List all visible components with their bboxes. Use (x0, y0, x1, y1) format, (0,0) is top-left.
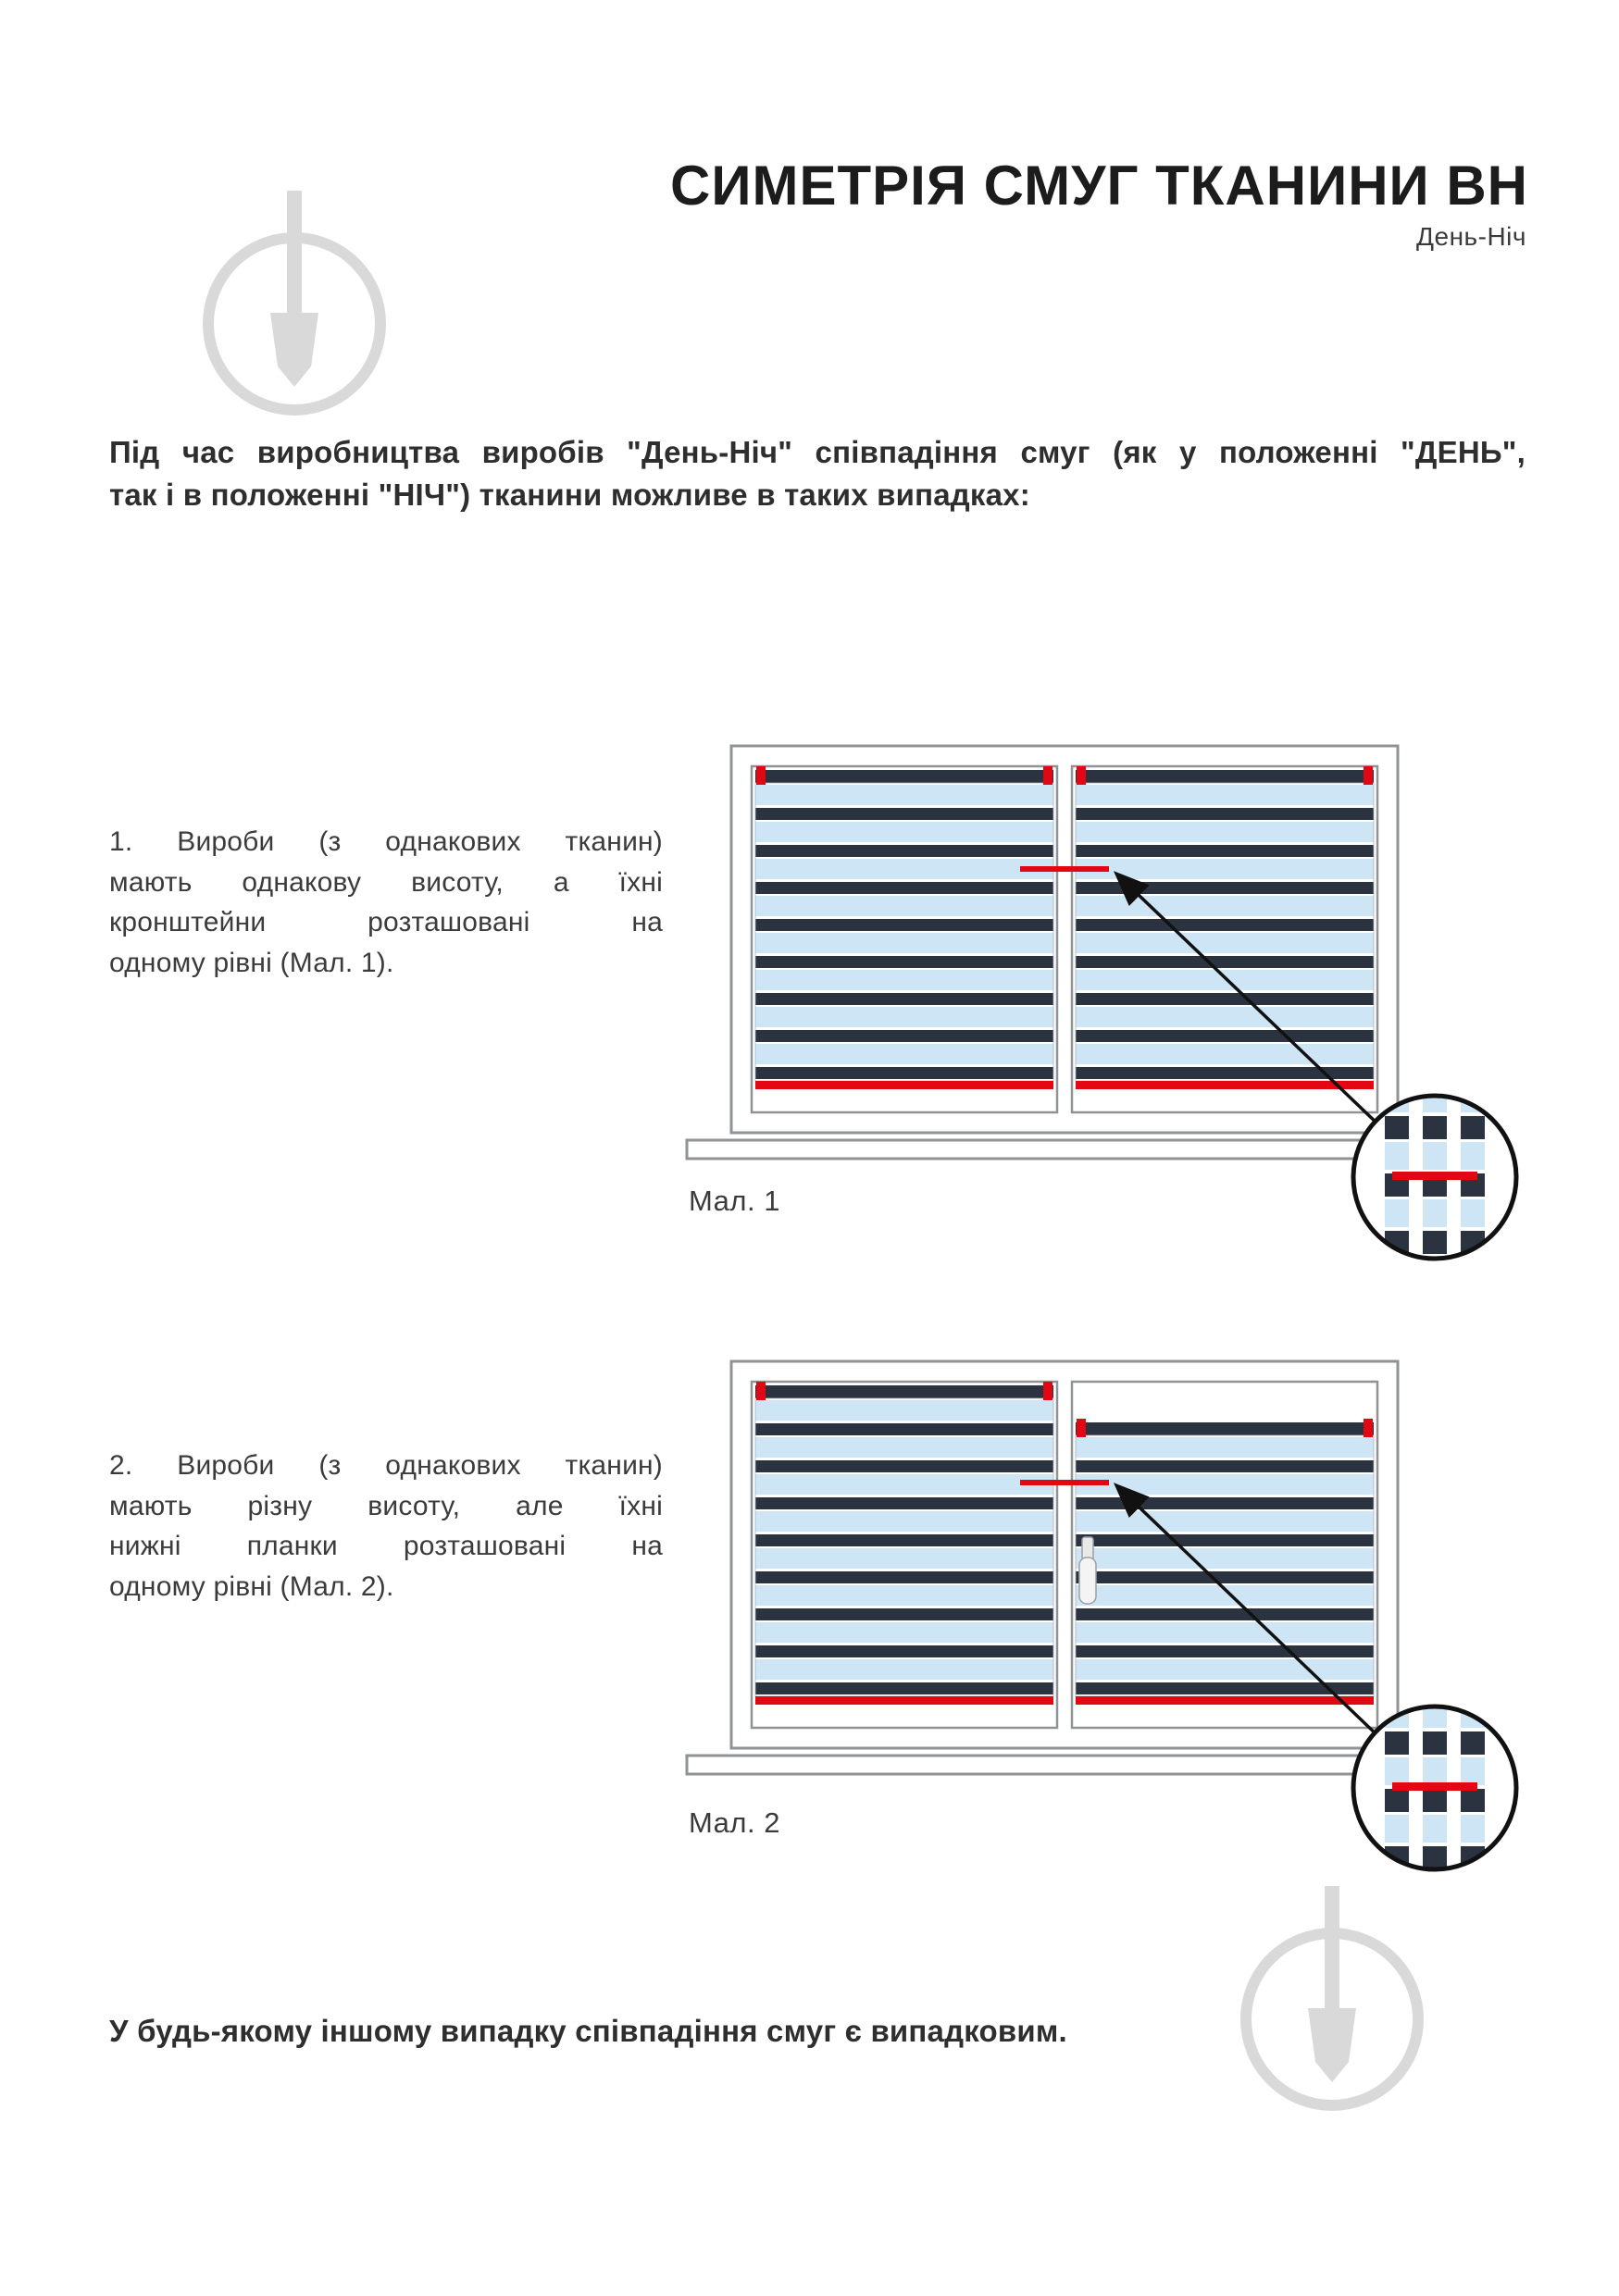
case-2-text (109, 1446, 663, 1607)
bracket-icon (1077, 1419, 1086, 1437)
intro-paragraph (109, 431, 1526, 515)
blind-right (1076, 1419, 1374, 1705)
zoom-detail (1353, 1096, 1516, 1259)
bracket-icon (756, 1382, 766, 1400)
window-handle (1079, 1537, 1096, 1604)
case-2-line: 2. Вироби (з однакових тканин) (109, 1450, 663, 1481)
window-sill (687, 1140, 1450, 1159)
case-2-line: мають різну висоту, але їхні (109, 1490, 663, 1521)
case-1-line: 1. Вироби (з однакових тканин) (109, 826, 663, 857)
bracket-icon (756, 766, 766, 785)
figure-1-illustration (685, 731, 1537, 1286)
blind-left (755, 1382, 1053, 1705)
brand-watermark-icon (1221, 1880, 1443, 2130)
bracket-icon (1043, 1382, 1052, 1400)
bracket-icon (1364, 766, 1373, 785)
brand-watermark-icon (183, 185, 405, 435)
page-title: СИМЕТРІЯ СМУГ ТКАНИНИ ВН (670, 155, 1528, 217)
footer-note: У будь-якому іншому випадку співпадіння смуг є випадковим. (109, 2014, 1067, 2048)
page-subtitle: День-Ніч (1416, 222, 1526, 251)
bracket-icon (1077, 766, 1086, 785)
blind-right (1076, 766, 1374, 1089)
case-2-line: одному рівні (Мал. 2). (109, 1570, 394, 1602)
zoom-detail (1353, 1706, 1516, 1869)
intro-line: так і в положенні "НІЧ") тканини можливе в таких випадках: (109, 477, 1030, 512)
alignment-line (1020, 866, 1109, 872)
case-1-line: одному рівні (Мал. 1). (109, 947, 394, 978)
intro-line: Під час виробництва виробів "День-Ніч" співпадіння смуг (як у положенні "ДЕНЬ", (109, 435, 1526, 469)
bracket-icon (1043, 766, 1052, 785)
figure-2-illustration (685, 1347, 1537, 1902)
bracket-icon (1364, 1419, 1373, 1437)
figure-1-caption: Мал. 1 (689, 1185, 780, 1217)
alignment-line (1020, 1480, 1109, 1485)
figure-2-caption: Мал. 2 (689, 1806, 780, 1839)
case-1-line: кронштейни розташовані на (109, 907, 663, 937)
case-1-text (109, 822, 663, 983)
window-sill (687, 1756, 1450, 1774)
blind-left (755, 766, 1053, 1089)
case-2-line: нижні планки розташовані на (109, 1531, 663, 1561)
case-1-line: мають однакову висоту, а їхні (109, 866, 663, 898)
